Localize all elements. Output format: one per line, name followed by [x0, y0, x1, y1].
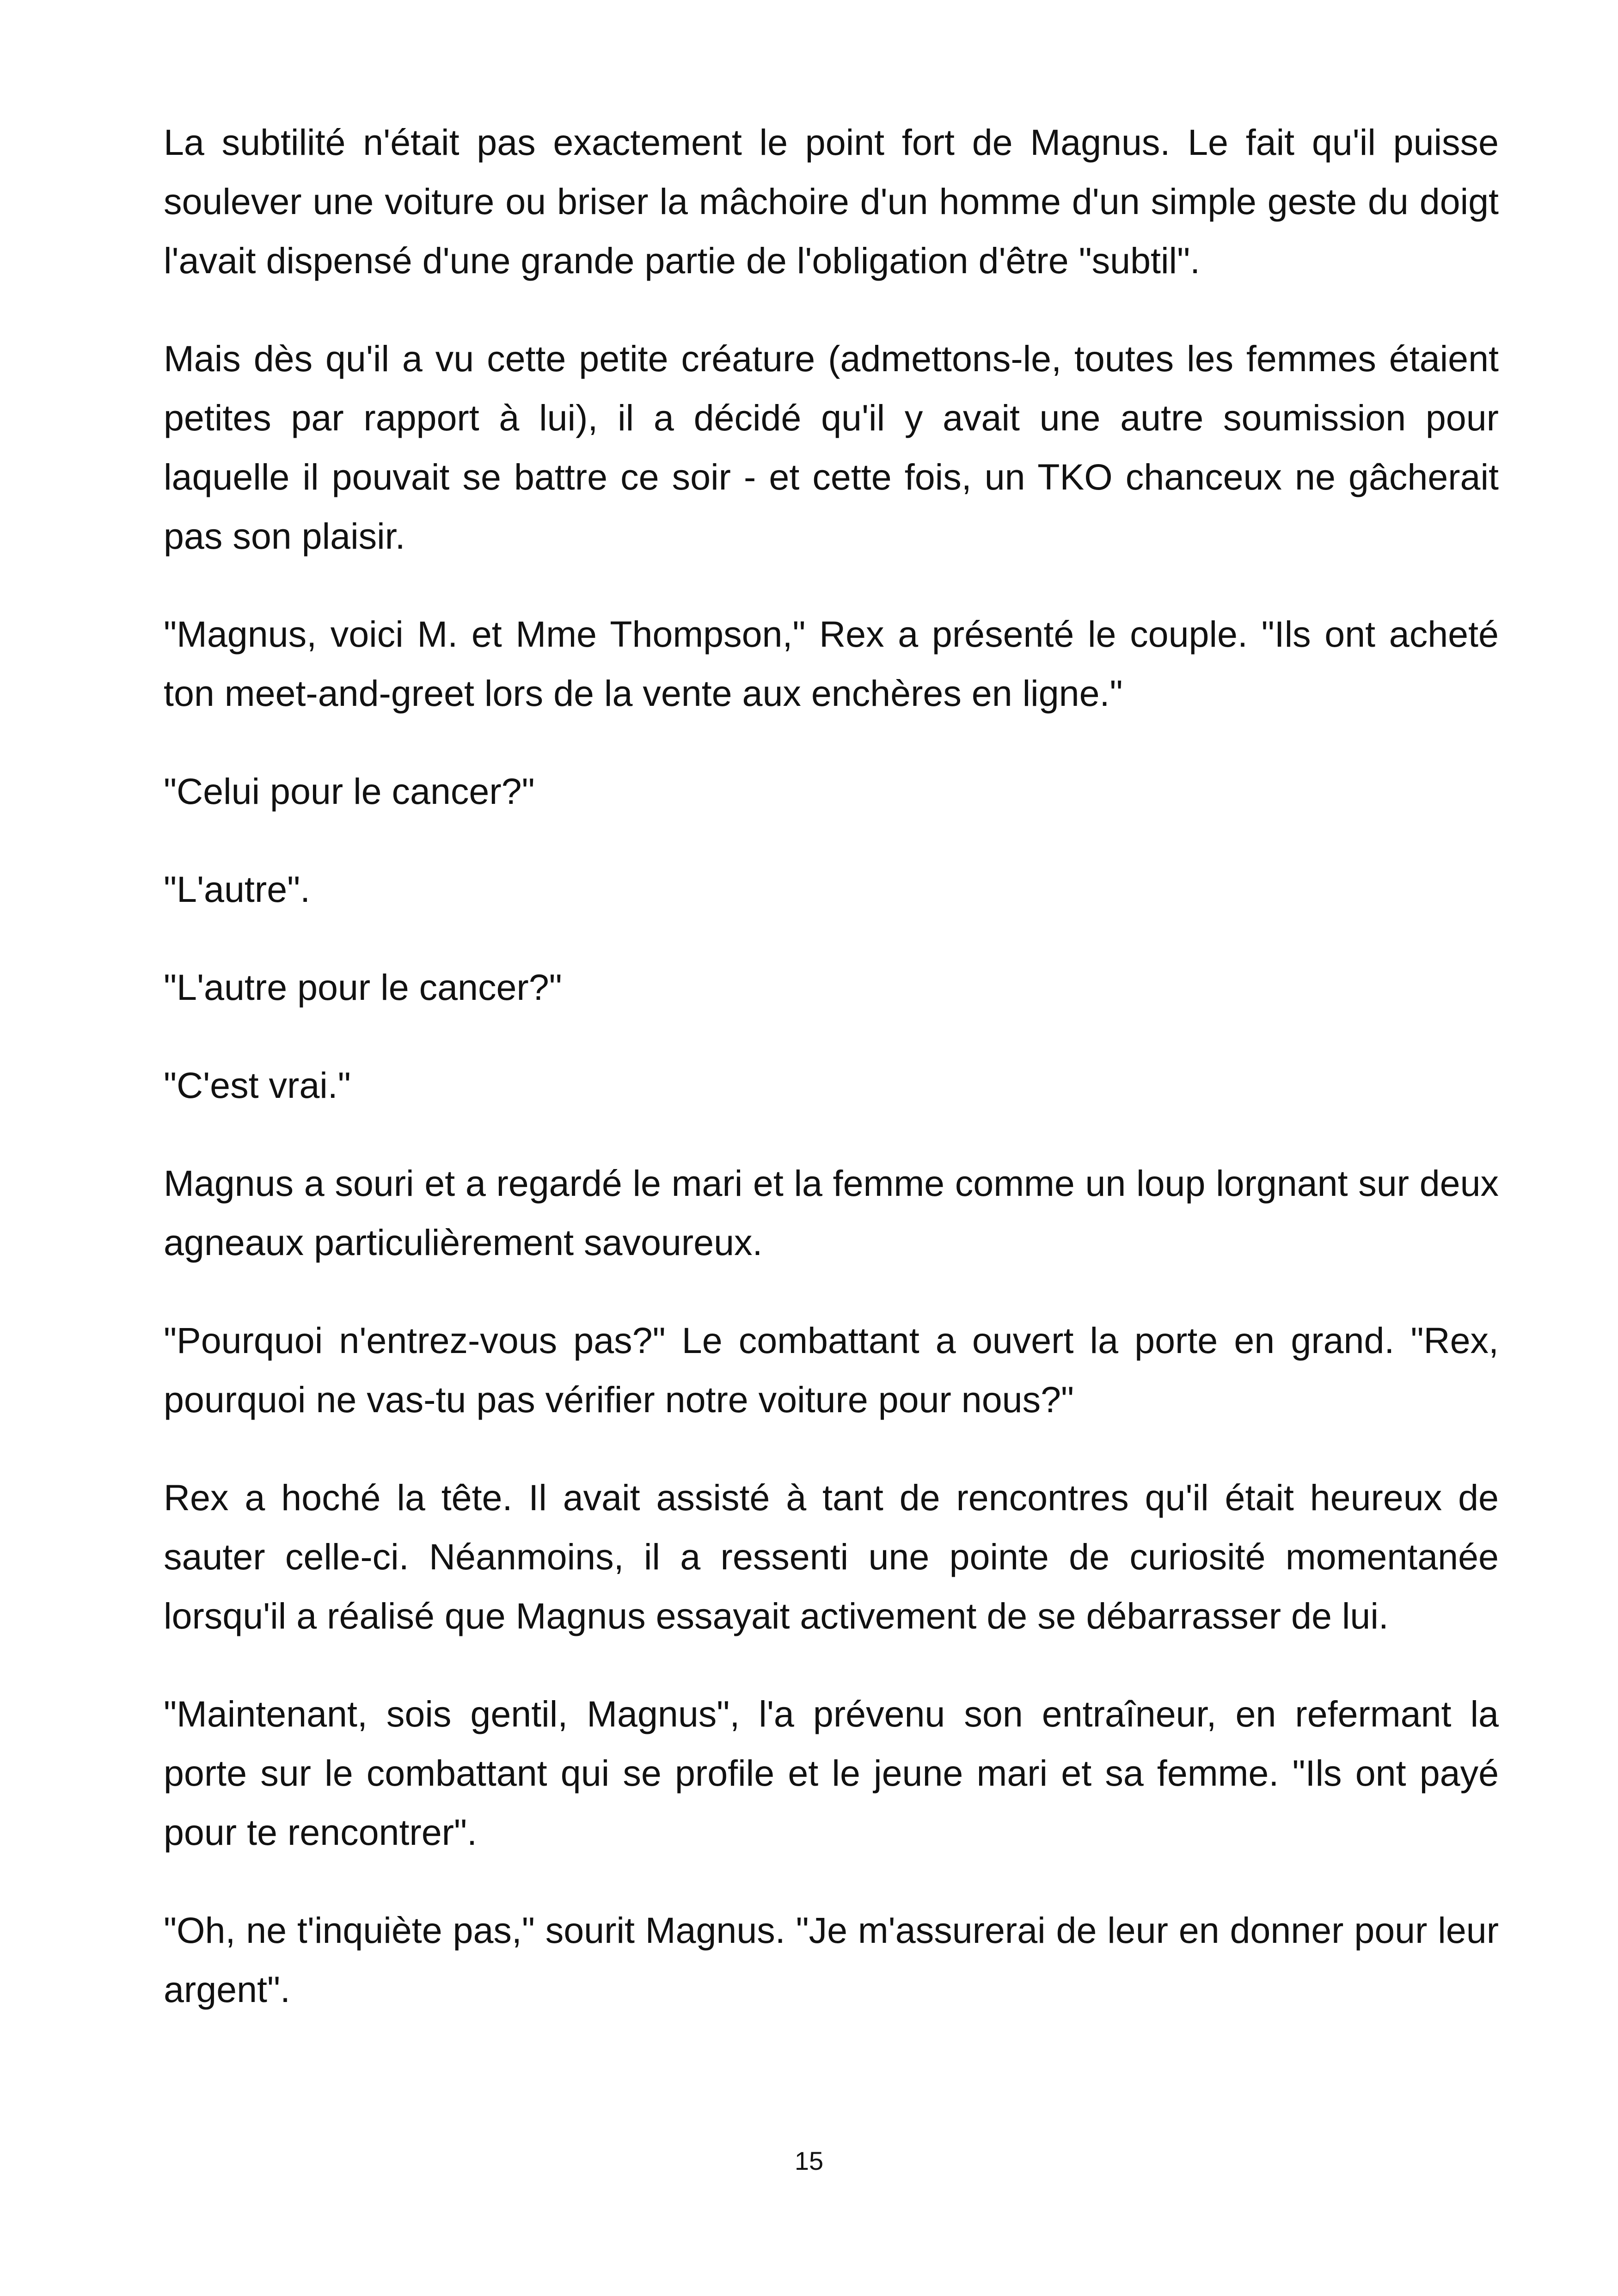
paragraph-4: "Celui pour le cancer?" [164, 771, 535, 812]
paragraph-11: "Maintenant, sois gentil, Magnus", l'a prévenu son entraîneur, en refermant la porte sur le combattant qui se profile et le jeune mari et sa femme. "Ils ont payé pour te rencontrer". [164, 1693, 1499, 1853]
paragraph-7: "C'est vrai." [164, 1065, 351, 1106]
paragraph-5: "L'autre". [164, 869, 311, 910]
paragraph-1: La subtilité n'était pas exactement le point fort de Magnus. Le fait qu'il puisse soulever une voiture ou briser la mâchoire d'un homme d'un simple geste du doigt l'avait dispensé d'une grande partie de l'obligation d'être "subtil". [164, 122, 1499, 281]
page-body [164, 113, 1499, 2058]
paragraph-8: Magnus a souri et a regardé le mari et la femme comme un loup lorgnant sur deux agneaux particulièrement savoureux. [164, 1163, 1499, 1263]
paragraph-6: "L'autre pour le cancer?" [164, 967, 562, 1008]
paragraph-2: Mais dès qu'il a vu cette petite créature (admettons-le, toutes les femmes étaient petites par rapport à lui), il a décidé qu'il y avait une autre soumission pour laquelle il pouvait se battre ce soir - et cette fois, un TKO chanceux ne gâcherait pas son plaisir. [164, 338, 1499, 557]
paragraph-3: "Magnus, voici M. et Mme Thompson," Rex a présenté le couple. "Ils ont acheté ton meet-and-greet lors de la vente aux enchères en ligne." [164, 613, 1499, 714]
paragraph-10: Rex a hoché la tête. Il avait assisté à tant de rencontres qu'il était heureux de sauter celle-ci. Néanmoins, il a ressenti une pointe de curiosité momentanée lorsqu'il a réalisé que Magnus essayait activement de se débarrasser de lui. [164, 1477, 1499, 1636]
page-number: 15 [794, 2146, 824, 2175]
paragraph-9: "Pourquoi n'entrez-vous pas?" Le combattant a ouvert la porte en grand. "Rex, pourquoi ne vas-tu pas vérifier notre voiture pour nous?" [164, 1320, 1499, 1420]
paragraph-12: "Oh, ne t'inquiète pas," sourit Magnus. "Je m'assurerai de leur en donner pour leur argent". [164, 1910, 1499, 2010]
